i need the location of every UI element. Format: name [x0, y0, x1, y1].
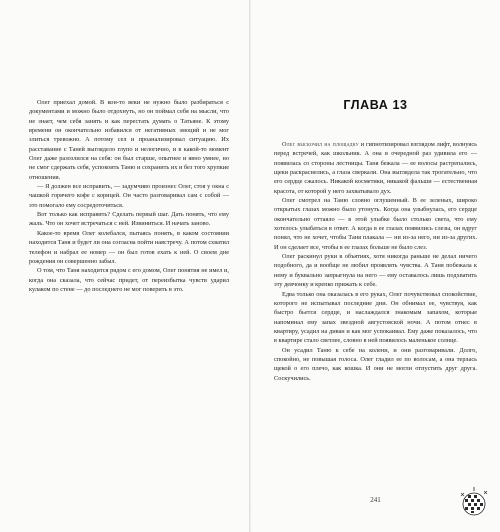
left-page-text [29, 98, 229, 294]
left-paragraph-5: О том, что Таня находится рядом с его домом, Олег понятия не имел и, когда она сказала, что сейчас придет, от переизбытка чувств ударил кулаком по стене — до последнего не мог поверить в это. [29, 267, 229, 293]
left-paragraph-2: — Я должен все исправить, — задумчиво произнес Олег, стоя у окна с чашкой горячего кофе с корицей. Он часто разговаривал сам с собой — это помогало ему сосредоточиться. [29, 183, 229, 209]
left-paragraph-1: Олег приехал домой. В кон-то веки не нужно было разбираться с документами и можно было отдохнуть, но он поймал себя на мысли, что не знает, чем себя занять и как перестать думать о Татьяне. К этому времени он окончательно избавился от негативных эмоций и не мог злиться тревожно. А потому сел и проанализировал ситуацию. Их расставание с Таней выглядело глупо и нелогично, и в какой-то момент Олег даже разозлился на себя: он был старше, опытнее и явно умнее, но не смог сдержать себя, успокоить Таню и сохранить их и без того хрупкие отношения. [29, 99, 229, 181]
disco-ball-icon [460, 487, 488, 517]
right-paragraph-4: Едва только она оказалась в его руках, Олег почувствовал спокойствие, которого не испытывал последние дни. Он обнимал ее, чувствуя, как быстро бьется сердце, и наслаждался знакомым запахом, которые напоминал ему запах звездной августовской ночи. А потом отнес в квартиру, усадил на диван и как мог успокаивал. Ему даже показалось, что в квартире стало светлее, словно в ней появилось маленькое солнце. [274, 290, 477, 345]
right-page-text [274, 140, 477, 383]
right-paragraph-1 [274, 140, 477, 196]
lead-in-text: Олег выскочил на площадку [282, 141, 359, 148]
right-paragraph-2: Олег смотрел на Таню словно оглушенный. В ее зеленых, широко открытых глазах можно было утонуть. Когда она улыбнулась, его сердце окончательно оттаяло — в этой улыбке было столько света, что ему хотелось улыбаться в ответ. А когда в ее глазах появились слезы, он вдруг понял, что не хочет, чтобы Таня плакала — ни из-за него, ни из-за других. И он сделает все, чтобы в ее глазах больше не было слез. [274, 197, 477, 251]
page-number: 241 [370, 496, 381, 504]
chapter-title: ГЛАВА 13 [343, 98, 408, 112]
left-paragraph-3: Вот только как исправить? Сделать первый шаг. Дать понять, что ему жаль. Что он хочет встречаться с ней. Извиниться. И начать заново. [29, 211, 229, 228]
right-page [251, 0, 500, 532]
first-paragraph-body: и гипнотизировал взглядом лифт, волнуясь перед встречей, как школьник. А она в очередной раз удивила его — появилась со стороны лестницы. Таня бежала — ее волосы растрепались, щеки раскраснелись, а глаза сверкали. Она выглядела так трогательно, что его сердце сжалось. Никакой косметики, никакой фальши — естественная красота, от которой у него захватывало дух. [274, 141, 477, 195]
left-paragraph-4: Какое-то время Олег колебался, пытаясь понять, в каком состоянии находится Таня и будет ли она согласна пойти навстречу. А потом схватил телефон и набрал ее номер — он был готов ехать к ней. О своем дне рождения он совершенно забыл. [29, 229, 229, 265]
right-paragraph-5: Он усадил Таню к себе на колени, и они разговаривали. Долго, спокойно, не повышая голоса. Олег гладил ее по волосам, а она терлась щекой о его плечо, как кошка. И они не могли отпустить друг друга. Соскучились. [274, 346, 477, 382]
left-page [0, 0, 249, 532]
right-paragraph-3: Олег раскинул руки в объятиях, хотя никогда раньше не делал ничего подобного, да и вообще не любил проявлять чувства. А Таня побежала к нему и буквально запрыгнула на него — ему оставалось лишь подхватить эту девчонку и крепко прижать к себе. [274, 253, 477, 289]
